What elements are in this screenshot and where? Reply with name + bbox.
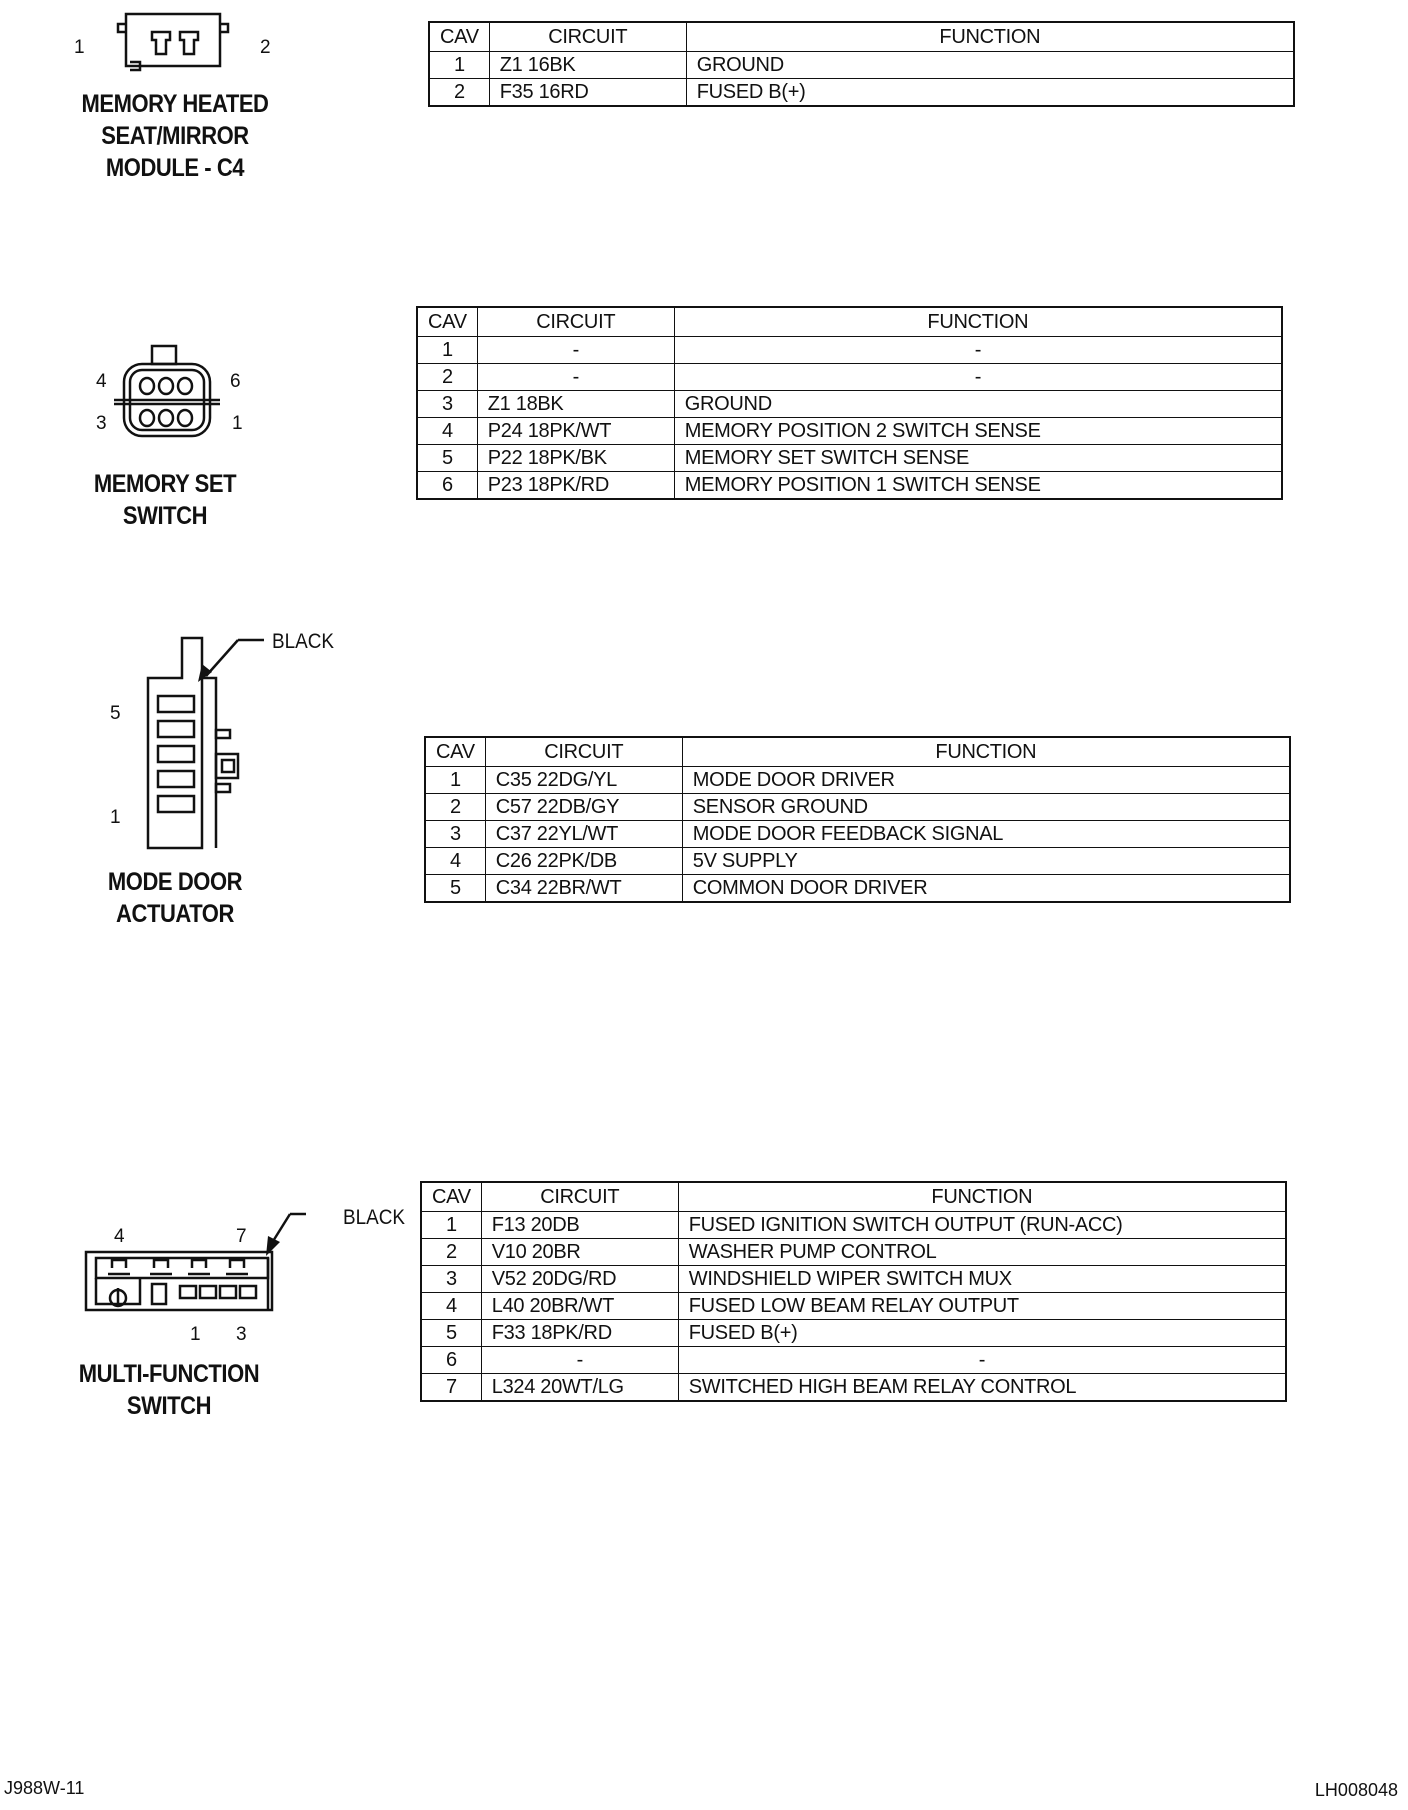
table-row (425, 794, 1290, 821)
function-cell: FUSED LOW BEAM RELAY OUTPUT (678, 1293, 1286, 1320)
table-row (417, 472, 1282, 500)
function-cell: SENSOR GROUND (682, 794, 1290, 821)
circuit-cell: Z1 18BK (477, 391, 674, 418)
function-cell: - (674, 364, 1282, 391)
pin-label: 5 (110, 703, 121, 724)
table-header-row (421, 1182, 1286, 1212)
header-cav: CAV (421, 1182, 481, 1212)
circuit-cell: L40 20BR/WT (481, 1293, 678, 1320)
circuit-cell: V52 20DG/RD (481, 1266, 678, 1293)
table-row (425, 848, 1290, 875)
cav-cell: 3 (421, 1266, 481, 1293)
table-row (417, 445, 1282, 472)
circuit-cell: F13 20DB (481, 1212, 678, 1239)
function-cell: SWITCHED HIGH BEAM RELAY CONTROL (678, 1374, 1286, 1402)
function-cell: GROUND (674, 391, 1282, 418)
pin-label: 4 (96, 371, 107, 392)
table-header-row (429, 22, 1294, 52)
table-row (425, 821, 1290, 848)
connector-face-icon (110, 10, 240, 72)
header-cav: CAV (417, 307, 477, 337)
header-circuit: CIRCUIT (481, 1182, 678, 1212)
pin-label: 2 (260, 37, 271, 58)
function-cell: FUSED B(+) (678, 1320, 1286, 1347)
table-row (417, 391, 1282, 418)
header-circuit: CIRCUIT (489, 22, 686, 52)
function-cell: COMMON DOOR DRIVER (682, 875, 1290, 903)
table-row (421, 1293, 1286, 1320)
cav-cell: 4 (421, 1293, 481, 1320)
document-code: LH008048 (1314, 1780, 1398, 1800)
header-circuit: CIRCUIT (485, 737, 682, 767)
pinout-table (424, 736, 1291, 903)
cav-cell: 4 (425, 848, 485, 875)
table-row (421, 1347, 1286, 1374)
pin-label: 1 (110, 807, 121, 828)
connector-title: MEMORY HEATED SEAT/MIRROR MODULE - C4 (81, 90, 269, 182)
function-cell: MEMORY POSITION 2 SWITCH SENSE (674, 418, 1282, 445)
pin-label: 6 (230, 371, 241, 392)
cav-cell: 5 (417, 445, 477, 472)
circuit-cell: P22 18PK/BK (477, 445, 674, 472)
function-cell: - (674, 337, 1282, 364)
cav-cell: 2 (425, 794, 485, 821)
cav-cell: 7 (421, 1374, 481, 1402)
circuit-cell: C26 22PK/DB (485, 848, 682, 875)
circuit-cell: F33 18PK/RD (481, 1320, 678, 1347)
connector-color-label: BLACK (343, 1206, 405, 1229)
cav-cell: 1 (417, 337, 477, 364)
function-cell: MODE DOOR FEEDBACK SIGNAL (682, 821, 1290, 848)
connector-title: MULTI-FUNCTION SWITCH (78, 1360, 260, 1420)
cav-cell: 2 (421, 1239, 481, 1266)
connector-face-icon (84, 1206, 344, 1326)
circuit-cell: C57 22DB/GY (485, 794, 682, 821)
cav-cell: 2 (417, 364, 477, 391)
cav-cell: 6 (417, 472, 477, 500)
pin-label: 1 (190, 1324, 201, 1345)
table-row (421, 1212, 1286, 1239)
connector-face-icon (110, 344, 230, 444)
header-circuit: CIRCUIT (477, 307, 674, 337)
pinout-table (420, 1181, 1287, 1402)
table-row (421, 1320, 1286, 1347)
table-header-row (417, 307, 1282, 337)
connector-title: MEMORY SET SWITCH (93, 470, 237, 530)
cav-cell: 1 (425, 767, 485, 794)
pin-label: 4 (114, 1226, 125, 1247)
table-row (429, 52, 1294, 79)
header-cav: CAV (425, 737, 485, 767)
cav-cell: 3 (417, 391, 477, 418)
pin-label: 3 (236, 1324, 247, 1345)
table-row (417, 337, 1282, 364)
cav-cell: 1 (429, 52, 489, 79)
circuit-cell: L324 20WT/LG (481, 1374, 678, 1402)
pinout-table (416, 306, 1283, 500)
circuit-cell: C34 22BR/WT (485, 875, 682, 903)
table-row (421, 1239, 1286, 1266)
circuit-cell: - (477, 364, 674, 391)
function-cell: - (678, 1347, 1286, 1374)
pinout-table (428, 21, 1295, 107)
cav-cell: 1 (421, 1212, 481, 1239)
function-cell: FUSED IGNITION SWITCH OUTPUT (RUN-ACC) (678, 1212, 1286, 1239)
pin-label: 1 (232, 413, 243, 434)
table-row (421, 1266, 1286, 1293)
circuit-cell: F35 16RD (489, 79, 686, 107)
circuit-cell: P23 18PK/RD (477, 472, 674, 500)
function-cell: 5V SUPPLY (682, 848, 1290, 875)
circuit-cell: C37 22YL/WT (485, 821, 682, 848)
connector-color-label: BLACK (272, 630, 334, 653)
function-cell: FUSED B(+) (686, 79, 1294, 107)
pin-label: 1 (74, 37, 85, 58)
header-function: FUNCTION (674, 307, 1282, 337)
circuit-cell: Z1 16BK (489, 52, 686, 79)
cav-cell: 3 (425, 821, 485, 848)
function-cell: WINDSHIELD WIPER SWITCH MUX (678, 1266, 1286, 1293)
function-cell: GROUND (686, 52, 1294, 79)
function-cell: MEMORY SET SWITCH SENSE (674, 445, 1282, 472)
circuit-cell: - (481, 1347, 678, 1374)
header-function: FUNCTION (686, 22, 1294, 52)
cav-cell: 5 (425, 875, 485, 903)
cav-cell: 4 (417, 418, 477, 445)
table-row (417, 364, 1282, 391)
pin-label: 7 (236, 1226, 247, 1247)
circuit-cell: V10 20BR (481, 1239, 678, 1266)
table-row (425, 767, 1290, 794)
table-row (425, 875, 1290, 903)
circuit-cell: P24 18PK/WT (477, 418, 674, 445)
header-cav: CAV (429, 22, 489, 52)
circuit-cell: - (477, 337, 674, 364)
table-header-row (425, 737, 1290, 767)
table-row (417, 418, 1282, 445)
function-cell: WASHER PUMP CONTROL (678, 1239, 1286, 1266)
connector-face-icon (140, 630, 280, 860)
connector-title: MODE DOOR ACTUATOR (107, 868, 243, 928)
function-cell: MODE DOOR DRIVER (682, 767, 1290, 794)
header-function: FUNCTION (682, 737, 1290, 767)
circuit-cell: C35 22DG/YL (485, 767, 682, 794)
cav-cell: 5 (421, 1320, 481, 1347)
header-function: FUNCTION (678, 1182, 1286, 1212)
cav-cell: 2 (429, 79, 489, 107)
function-cell: MEMORY POSITION 1 SWITCH SENSE (674, 472, 1282, 500)
figure-code: J988W-11 (4, 1778, 85, 1798)
cav-cell: 6 (421, 1347, 481, 1374)
pin-label: 3 (96, 413, 107, 434)
table-row (429, 79, 1294, 107)
table-row (421, 1374, 1286, 1402)
